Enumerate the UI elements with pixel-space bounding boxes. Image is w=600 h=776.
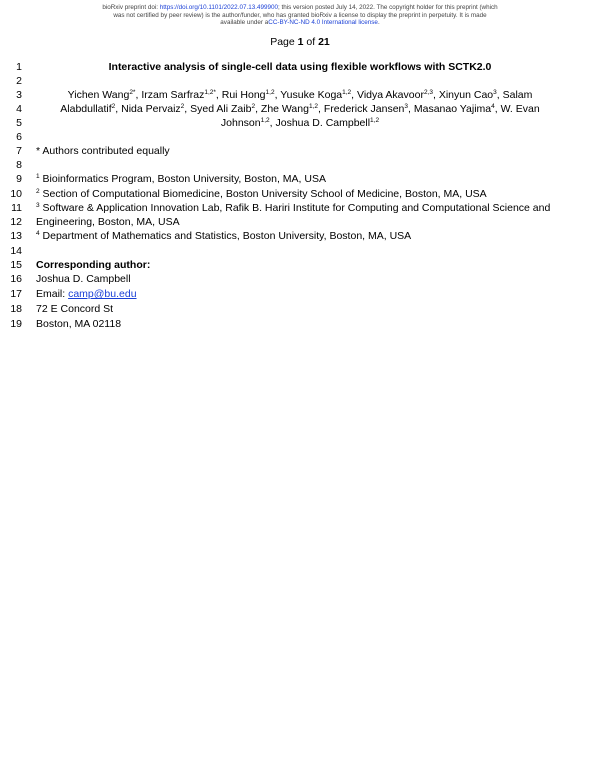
author-affiliation-sup: 1,2 <box>370 117 380 124</box>
author-line-2: Alabdullatif$^2$, Nida Pervaiz$^2$, Syed Ali Zaib$^2$, Zhe Wang$^{1,2}$, Frederick Jansen$^3$, Masanao Yajima$^4$, W. Evan <box>60 103 540 115</box>
author-line-3: Johnson$^{1,2}$, Joshua D. Campbell$^{1,2}$ <box>220 117 380 129</box>
author-name: Yichen Wang <box>67 89 130 101</box>
corresponding-address-1: 72 E Concord St <box>36 303 114 315</box>
author-affiliation-sup: 2 <box>111 103 116 110</box>
author-name: Zhe Wang <box>260 103 309 115</box>
author-affiliation-sup: 2 <box>251 103 256 110</box>
corresponding-heading: Corresponding author: <box>36 259 151 271</box>
equal-contribution-note: * Authors contributed equally <box>36 145 170 157</box>
affiliation-3-continued: Engineering, Boston, MA, USA <box>36 216 180 228</box>
author-affiliation-sup: 1,2 <box>342 89 352 96</box>
license-link[interactable]: CC-BY-NC-ND 4.0 International license <box>268 19 378 27</box>
line-number: 12 <box>10 216 22 228</box>
page-number: Page 1 of 21 <box>270 36 330 48</box>
author-name: Johnson <box>220 117 261 129</box>
banner-line-3: available under aCC-BY-NC-ND 4.0 International license. <box>220 19 380 27</box>
author-affiliation-sup: 1,2* <box>204 89 216 96</box>
paper-title: Interactive analysis of single-cell data using flexible workflows with SCTK2.0 <box>108 61 492 73</box>
line-number: 17 <box>10 288 22 300</box>
preprint-banner <box>40 4 560 27</box>
line-number: 18 <box>10 303 22 315</box>
line-number: 15 <box>10 259 22 271</box>
author-name: Yusuke Koga <box>280 89 343 101</box>
author-affiliation-sup: 4 <box>491 103 495 110</box>
author-name: Rui Hong <box>221 89 266 101</box>
line-number: 11 <box>11 202 22 214</box>
author-line-1: Yichen Wang$^{2*}$, Irzam Sarfraz$^{1,2*}$, Rui Hong$^{1,2}$, Yusuke Koga$^{1,2}$, Vidya Akavoor$^{2,3}$, Xinyun Cao$^3$, Salam <box>67 89 533 101</box>
author-affiliation-sup: 1,2 <box>260 117 270 124</box>
line-number: 3 <box>16 89 22 101</box>
author-name: Irzam Sarfraz <box>141 89 205 101</box>
line-number: 14 <box>10 245 22 257</box>
line-number: 19 <box>10 318 22 330</box>
author-name: Syed Ali Zaib <box>190 103 252 115</box>
line-number: 7 <box>16 145 22 157</box>
line-number: 10 <box>10 188 22 200</box>
doi-link[interactable]: https://doi.org/10.1101/2022.07.13.499900 <box>159 4 278 11</box>
line-number: 9 <box>16 173 22 185</box>
line-number: 8 <box>16 159 22 171</box>
author-affiliation-sup: 2 <box>180 103 185 110</box>
author-affiliation-sup: 2* <box>129 89 136 96</box>
author-name: Frederick Jansen <box>323 103 405 115</box>
banner-line-2: was not certified by peer review) is the author/funder, who has granted bioRxiv a license to display the preprint in perpetuity. It is made <box>113 11 487 19</box>
line-number: 2 <box>16 75 22 87</box>
author-name: Joshua D. Campbell <box>275 117 371 129</box>
line-number: 16 <box>10 273 22 285</box>
author-affiliation-sup: 2,3 <box>423 89 433 96</box>
author-name: Alabdullatif <box>60 103 112 115</box>
banner-line-1: bioRxiv preprint doi: https://doi.org/10.1101/2022.07.13.499900; this version posted July 14, 2022. The copyright holder for this preprint (which <box>102 4 498 11</box>
author-affiliation-sup: 1,2 <box>308 103 319 110</box>
affiliation-3: $^3$ Software & Application Innovation Lab, Rafik B. Hariri Institute for Computing and Computational Science and <box>36 202 551 214</box>
corresponding-name: Joshua D. Campbell <box>36 273 131 285</box>
author-name: Nida Pervaiz <box>121 103 181 115</box>
author-name: Masanao Yajima <box>413 103 492 115</box>
email-link[interactable]: camp@bu.edu <box>68 288 137 300</box>
corresponding-email: Email: camp@bu.edu <box>36 288 137 300</box>
author-affiliation-sup: 3 <box>493 89 497 96</box>
affiliation-2: $^2$ Section of Computational Biomedicine, Boston University School of Medicine, Boston, MA, USA <box>36 188 487 200</box>
author-name: Vidya Akavoor <box>357 89 424 101</box>
affiliation-1: $^1$ Bioinformatics Program, Boston University, Boston, MA, USA <box>36 173 326 185</box>
author-affiliation-sup: 3 <box>404 103 409 110</box>
line-number: 1 <box>16 61 22 73</box>
line-number: 6 <box>16 131 22 143</box>
line-number: 5 <box>16 117 22 129</box>
author-name: Xinyun Cao <box>438 89 494 101</box>
line-number: 4 <box>16 103 22 115</box>
author-affiliation-sup: 1,2 <box>265 89 275 96</box>
line-number: 13 <box>10 230 22 242</box>
affiliation-4: $^4$ Department of Mathematics and Statistics, Boston University, Boston, MA, USA <box>36 230 412 242</box>
corresponding-address-2: Boston, MA 02118 <box>36 318 122 330</box>
